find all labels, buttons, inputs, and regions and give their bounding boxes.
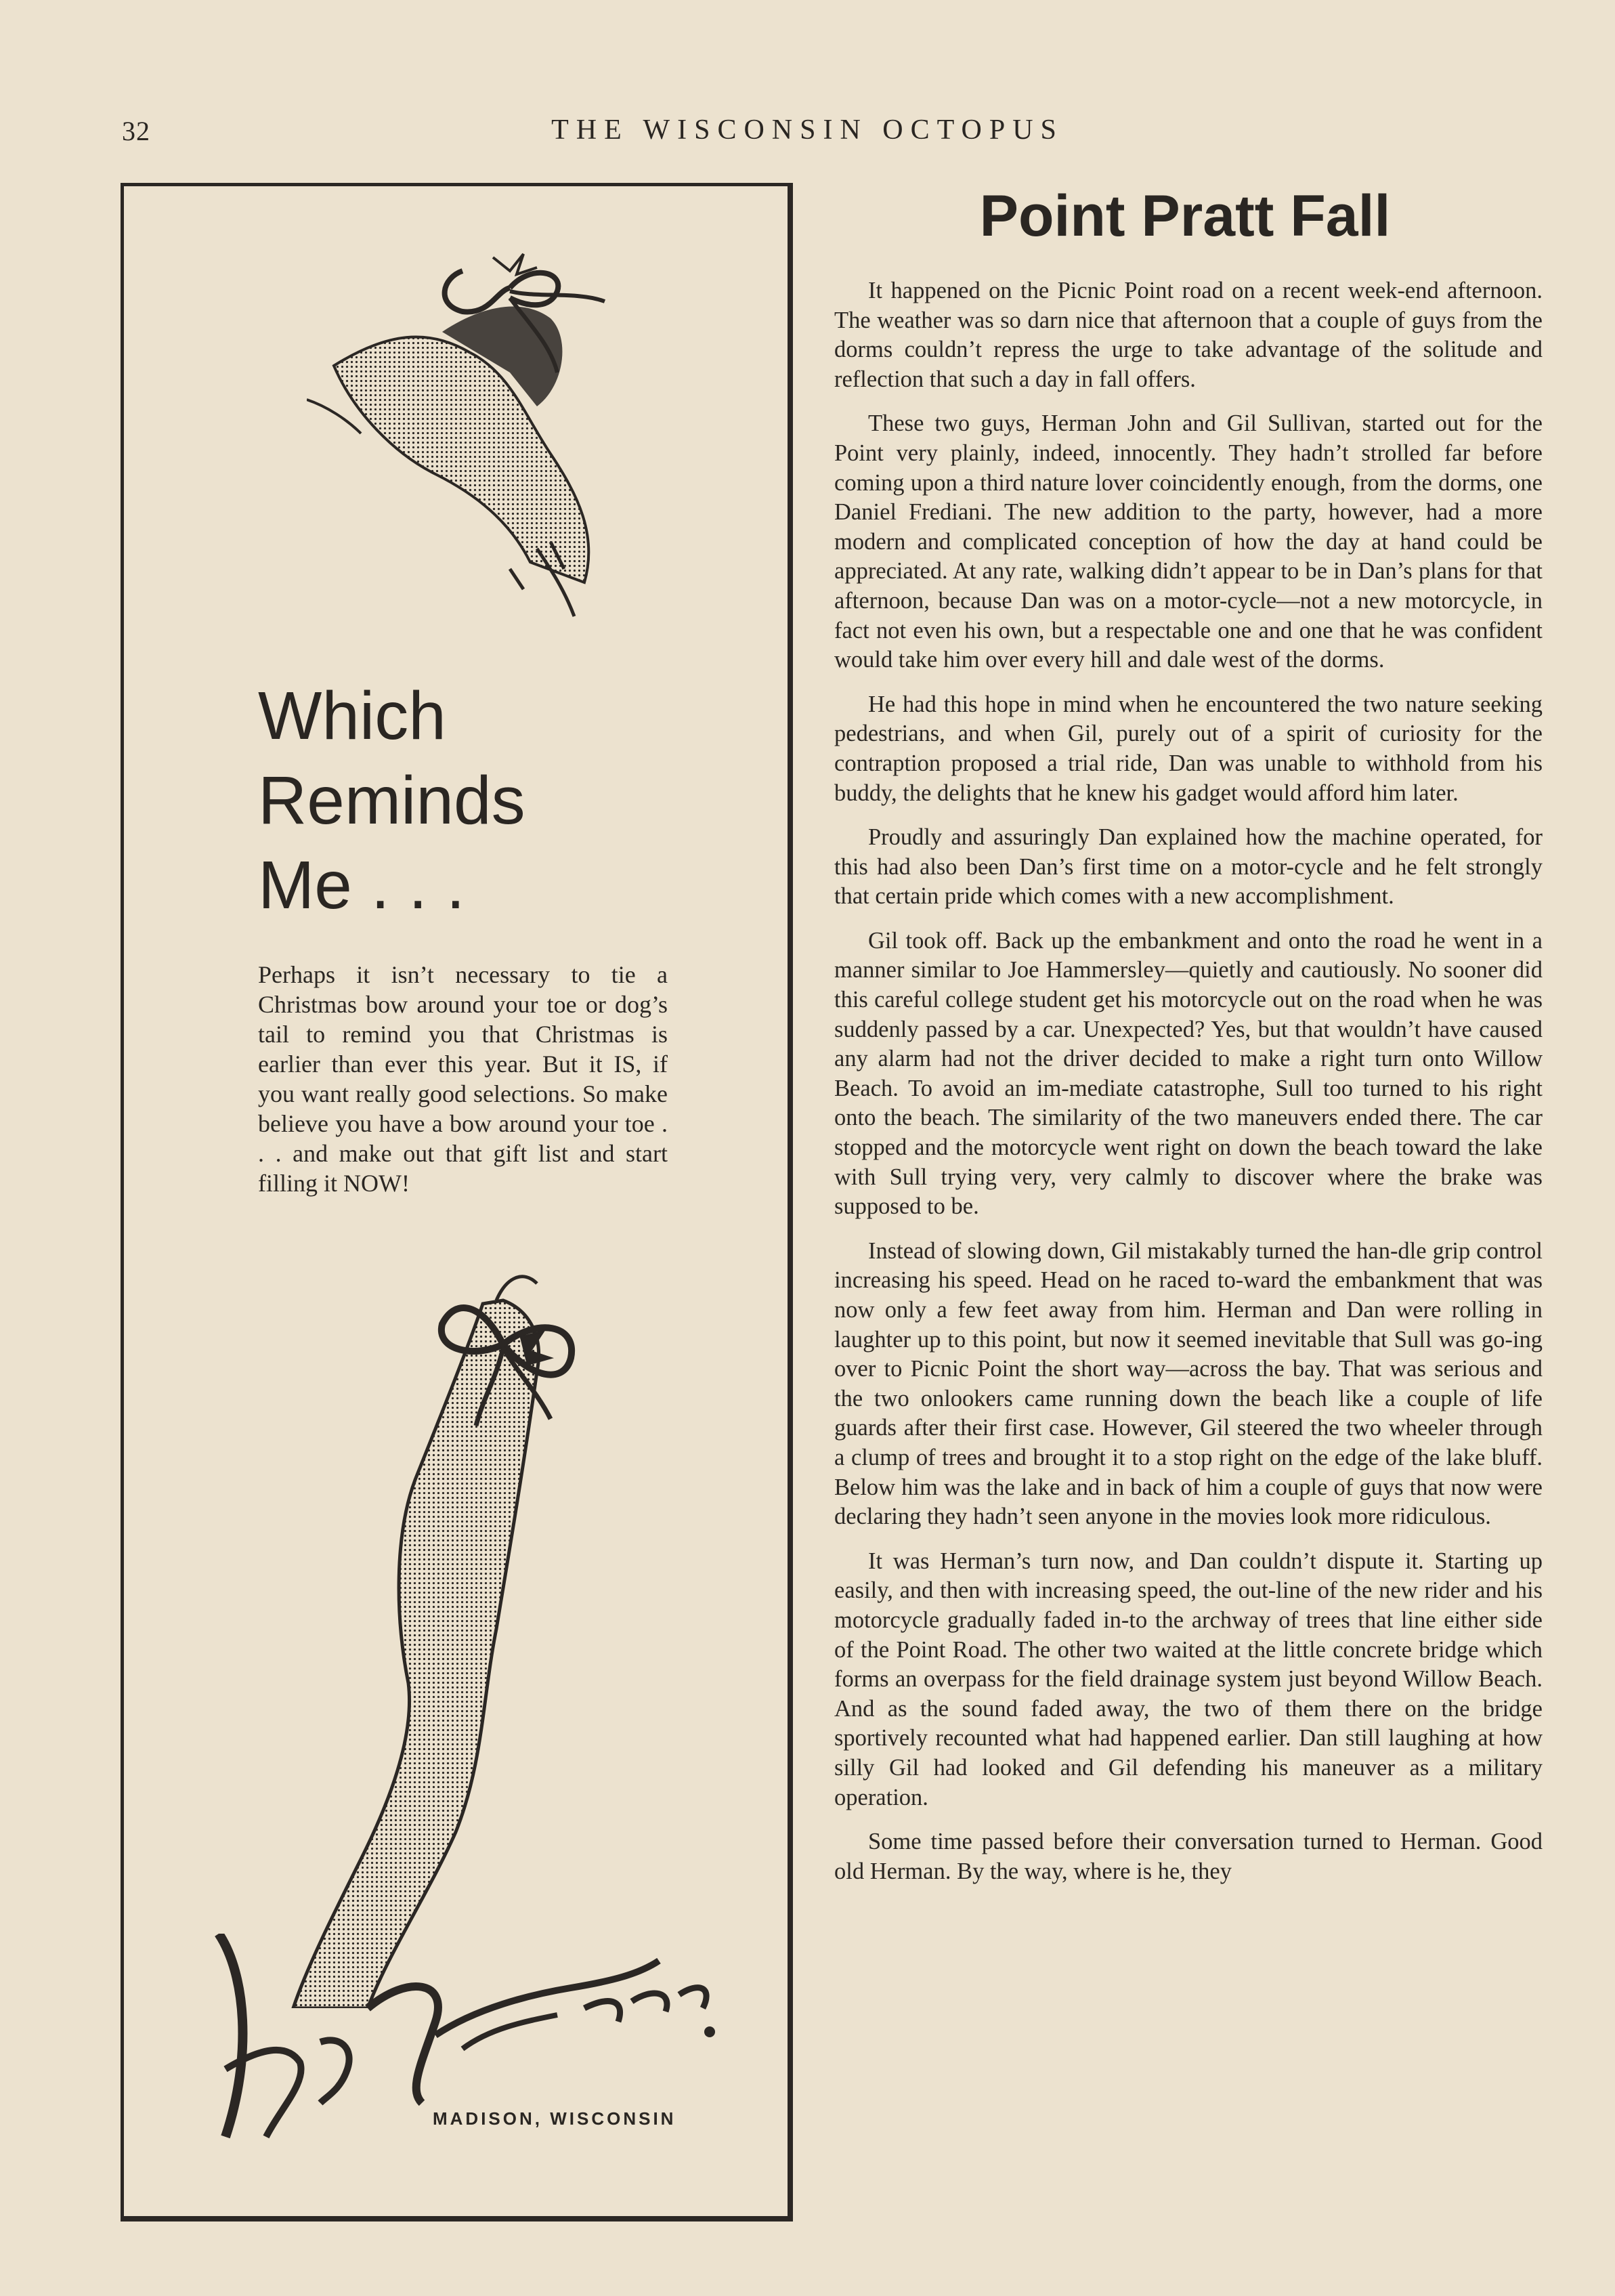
ad-headline-line: Reminds	[258, 763, 525, 838]
article-paragraph: He had this hope in mind when he encountered the two nature seeking pedestrians, and when Gil, purely out of a spirit of curiosity for the contraption proposed a trial ride, Dan was unable to withhold from his buddy, the delights that he knew his gadget would afford him later.	[834, 691, 1543, 806]
ad-location: MADISON, WISCONSIN	[433, 2108, 676, 2129]
dog-tail-bow-illustration	[307, 251, 740, 630]
article-paragraph: Instead of slowing down, Gil mistakably turned the han-dle grip control increasing his speed. Head on he raced to-ward the embankment that was now only a few feet away from him. Herman and Dan were rolling in laughter up to this point, but now it seemed inevitable that Sull was go-ing over to Picnic Point the short way—across the bay. That was serious and the two onlookers came running down the beach like a couple of life guards after their first case. However, Gil steered the two wheeler through a clump of trees and brought it to a stop right on the edge of the lake bluff. Below him was the lake and in back of him a couple of guys that now were declaring they hadn’t seen anyone in the movies look more ridiculous.	[834, 1237, 1543, 1530]
article-paragraph: Some time passed before their conversation turned to Herman. Good old Herman. By the way, where is he, they	[834, 1829, 1543, 1884]
article-body	[834, 276, 1543, 1901]
article-paragraph: These two guys, Herman John and Gil Sullivan, started out for the Point very plainly, indeed, innocently. They hadn’t strolled far before coming upon a third nature lover coincidently enough, from the dorms, one Daniel Frediani. The new addition to the party, however, had a more modern and complicated conception of how the day at hand could be appreciated. At any rate, walking didn’t appear to be in Dan’s plans for that afternoon, because Dan was on a motor-cycle—not a new motorcycle, in fact not even his own, but a respectable one and one that he was confident would take him over every hill and dale west of the dorms.	[834, 410, 1543, 673]
foot-bow-illustration	[280, 1263, 632, 2008]
advertisement	[121, 183, 793, 2221]
article-paragraph: It happened on the Picnic Point road on a recent week-end afternoon. The weather was so darn nice that afternoon that a couple of guys from the dorms couldn’t repress the urge to take advantage of the solitude and reflection that such a day in fall offers.	[834, 278, 1543, 392]
ad-headline	[258, 674, 525, 928]
article-paragraph: It was Herman’s turn now, and Dan couldn’t dispute it. Starting up easily, and then with increasing speed, the out-line of the new rider and his motorcycle gradually faded in-to the archway of trees that line either side of the Point Road. The other two waited at the little concrete bridge which forms an overpass for the field drainage system just beyond Willow Beach. And as the sound faded away, the two of them there on the bridge sportively recounted what had happened earlier. Dan still laughing at how silly Gil had looked and Gil defending his maneuver as a military operation.	[834, 1548, 1543, 1810]
ad-headline-line: Me . . .	[258, 847, 465, 923]
ad-headline-line: Which	[258, 678, 446, 754]
article-paragraph: Proudly and assuringly Dan explained how the machine operated, for this had also been Dan’s first time on a motor-cycle and he felt strongly that certain pride which comes with a new accomplishment.	[834, 824, 1543, 910]
ad-body-text: Perhaps it isn’t necessary to tie a Christmas bow around your toe or dog’s tail to remind you that Christmas is earlier than ever this year. But it IS, if you want really good selections. So make believe you have a bow around your toe . . . and make out that gift list and start filling it NOW!	[258, 961, 668, 1197]
article-title: Point Pratt Fall	[979, 184, 1391, 249]
running-head: THE WISCONSIN OCTOPUS	[551, 114, 1064, 146]
article-paragraph: Gil took off. Back up the embankment and onto the road he went in a manner similar to Joe Hammersley—quietly and cautiously. No sooner did this careful college student get his motorcycle out on the road when he was suddenly passed by a car. Unexpected? Yes, but that wouldn’t have caused any alarm had not the driver decided to make a right turn onto Willow Beach. To avoid an im-mediate catastrophe, Sull too turned to his right onto the beach. The similarity of the two maneuvers ended there. The car stopped and the motorcycle went right on down the beach toward the lake with Sull trying very, very calmly to discover where the brake was supposed to be.	[834, 927, 1543, 1220]
page-number: 32	[122, 116, 150, 146]
